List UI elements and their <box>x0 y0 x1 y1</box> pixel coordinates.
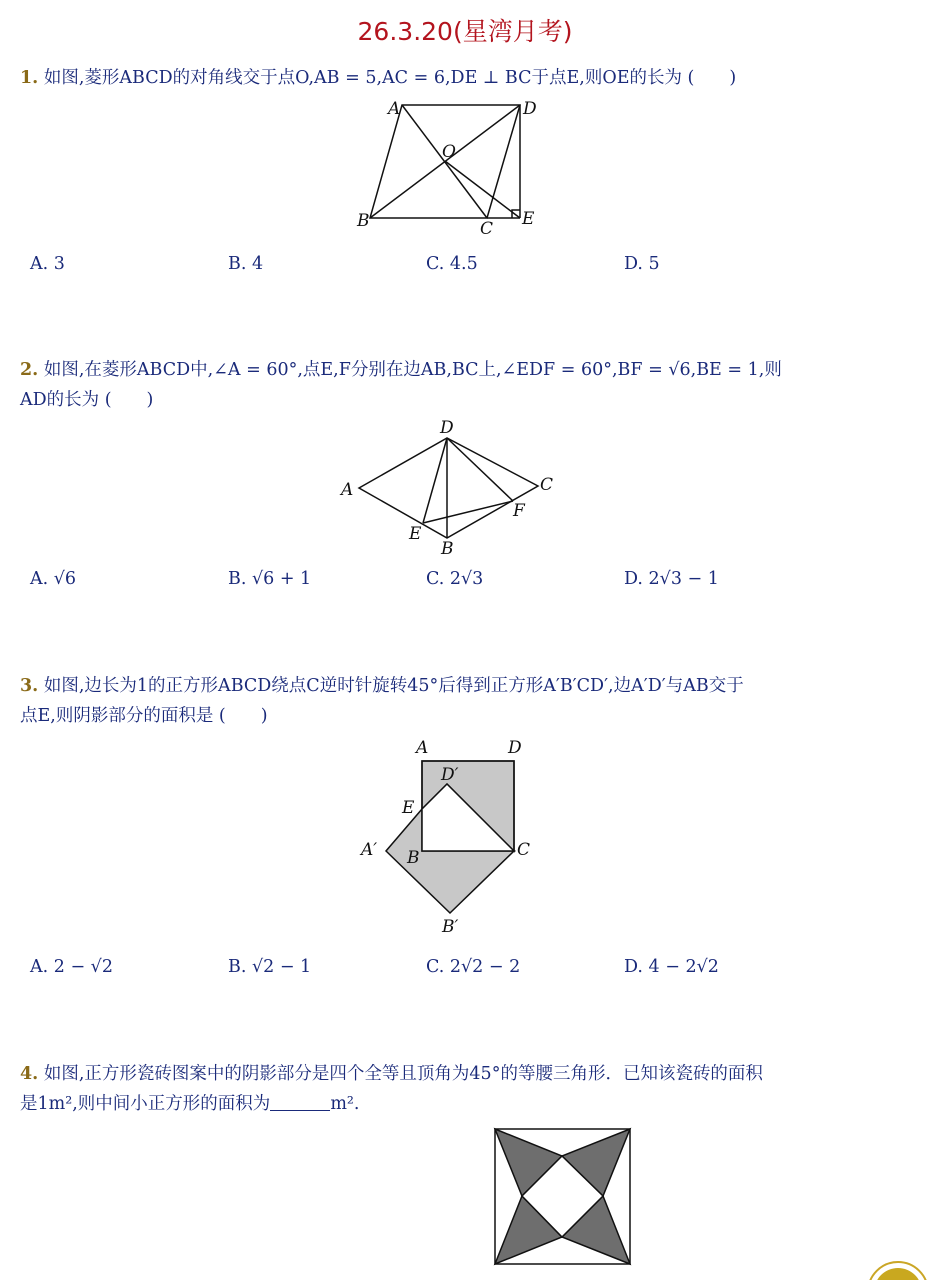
label-A: A <box>388 99 401 119</box>
label-A-prime: A′ <box>361 840 378 860</box>
question-3 <box>20 671 900 731</box>
figure-rotated-squares-q3 <box>355 733 555 938</box>
label-E: E <box>402 798 415 818</box>
question-number: 2. <box>20 360 39 380</box>
label-D: D <box>508 738 522 758</box>
choice-a[interactable]: A. 3 <box>30 254 65 274</box>
choice-c[interactable]: C. 4.5 <box>426 254 478 274</box>
choice-c[interactable]: C. 2√3 <box>426 569 484 589</box>
figure-rhombus-q2 <box>335 415 565 560</box>
choice-c[interactable]: C. 2√2 − 2 <box>426 957 521 977</box>
label-C: C <box>540 475 554 495</box>
figure-rhombus-q1 <box>350 95 550 240</box>
question-text-line1: 如图,边长为1的正方形ABCD绕点C逆时针旋转45°后得到正方形A′B′CD′,边A′D′与AB交于 <box>43 676 744 696</box>
question-2 <box>20 355 900 415</box>
label-O: O <box>442 142 456 162</box>
choice-b[interactable]: B. √2 − 1 <box>228 957 312 977</box>
question-text: 如图,菱形ABCD的对角线交于点O,AB = 5,AC = 6,DE ⊥ BC于点E,则OE的长为 ( ) <box>43 68 737 88</box>
choice-a[interactable]: A. √6 <box>30 569 77 589</box>
label-B: B <box>357 211 370 231</box>
choice-d[interactable]: D. 4 − 2√2 <box>624 957 719 977</box>
question-number: 1. <box>20 68 39 88</box>
label-C: C <box>480 219 494 239</box>
label-B-prime: B′ <box>442 917 459 937</box>
choice-b[interactable]: B. √6 + 1 <box>228 569 312 589</box>
label-A: A <box>341 480 354 500</box>
label-B: B <box>407 848 420 868</box>
answer-blank[interactable] <box>270 1092 330 1111</box>
unit-text: m². <box>330 1094 360 1114</box>
question-number: 3. <box>20 676 39 696</box>
question-text-line2: 是1m²,则中间小正方形的面积为 <box>20 1094 271 1114</box>
label-D-prime: D′ <box>441 765 459 785</box>
label-F: F <box>513 501 525 521</box>
figure-tile-q4 <box>494 1128 631 1265</box>
label-B: B <box>441 539 454 559</box>
choice-a[interactable]: A. 2 − √2 <box>30 957 113 977</box>
label-D: D <box>440 418 454 438</box>
page-title: 26.3.20(星湾月考) <box>357 17 573 46</box>
question-1 <box>20 63 900 93</box>
question-text-line2: 点E,则阴影部分的面积是 ( ) <box>20 706 268 726</box>
choice-d[interactable]: D. 5 <box>624 254 660 274</box>
question-text-line1: 如图,正方形瓷砖图案中的阴影部分是四个全等且顶角为45°的等腰三角形．已知该瓷砖的面积 <box>43 1064 763 1084</box>
question-4 <box>20 1059 900 1119</box>
question-number: 4. <box>20 1064 39 1084</box>
label-A: A <box>416 738 429 758</box>
question-text-line1: 如图,在菱形ABCD中,∠A = 60°,点E,F分别在边AB,BC上,∠EDF = 60°,BF = √6,BE = 1,则 <box>43 360 782 380</box>
label-D: D <box>523 99 537 119</box>
choice-b[interactable]: B. 4 <box>228 254 264 274</box>
corner-emblem-icon <box>866 1258 930 1280</box>
choice-d[interactable]: D. 2√3 − 1 <box>624 569 719 589</box>
label-E: E <box>409 524 422 544</box>
label-E: E <box>522 209 535 229</box>
label-C: C <box>517 840 531 860</box>
question-text-line2: AD的长为 ( ) <box>20 390 154 410</box>
